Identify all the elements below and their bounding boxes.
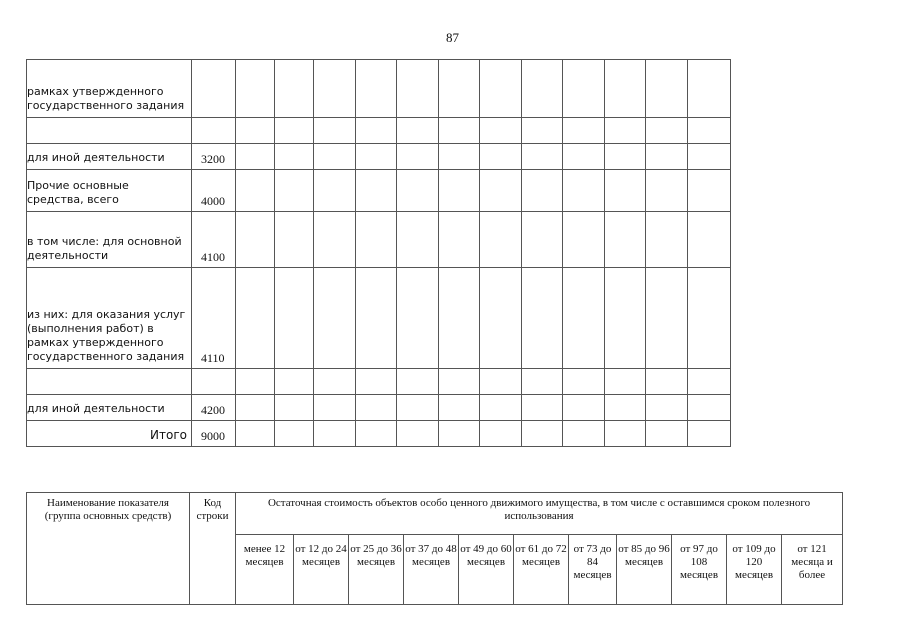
value-cell bbox=[688, 170, 731, 212]
value-cell bbox=[356, 212, 397, 268]
value-cell bbox=[275, 268, 314, 369]
value-cell bbox=[646, 144, 688, 170]
row-label bbox=[27, 369, 192, 395]
term-range-header: от 121 месяца и более bbox=[782, 535, 843, 605]
value-cell bbox=[605, 369, 646, 395]
value-cell bbox=[688, 118, 731, 144]
term-range-header: от 37 до 48 месяцев bbox=[404, 535, 459, 605]
row-label bbox=[27, 118, 192, 144]
value-cell bbox=[522, 170, 563, 212]
row-code: 9000 bbox=[192, 421, 236, 447]
value-cell bbox=[522, 144, 563, 170]
value-cell bbox=[563, 60, 605, 118]
row-code: 4000 bbox=[192, 170, 236, 212]
row-label: из них: для оказания услуг (выполнения работ) в рамках утвержденного государственного задания bbox=[27, 268, 192, 369]
row-label: для иной деятельности bbox=[27, 395, 192, 421]
value-cell bbox=[275, 369, 314, 395]
value-cell bbox=[522, 369, 563, 395]
value-cell bbox=[275, 170, 314, 212]
value-cell bbox=[275, 60, 314, 118]
value-cell bbox=[356, 144, 397, 170]
value-cell bbox=[236, 118, 275, 144]
table-row bbox=[27, 369, 731, 395]
value-cell bbox=[480, 212, 522, 268]
value-cell bbox=[236, 369, 275, 395]
row-code bbox=[192, 60, 236, 118]
value-cell bbox=[314, 421, 356, 447]
term-range-header: от 85 до 96 месяцев bbox=[617, 535, 672, 605]
value-cell bbox=[397, 369, 439, 395]
value-cell bbox=[480, 170, 522, 212]
value-cell bbox=[314, 60, 356, 118]
value-cell bbox=[688, 421, 731, 447]
term-range-header: от 49 до 60 месяцев bbox=[459, 535, 514, 605]
value-cell bbox=[563, 144, 605, 170]
value-cell bbox=[439, 212, 480, 268]
value-cell bbox=[275, 421, 314, 447]
value-cell bbox=[605, 60, 646, 118]
table-row bbox=[27, 118, 731, 144]
residual-value-table bbox=[26, 492, 843, 605]
value-cell bbox=[397, 268, 439, 369]
table-row bbox=[27, 421, 731, 447]
value-cell bbox=[236, 60, 275, 118]
value-cell bbox=[605, 395, 646, 421]
value-cell bbox=[605, 268, 646, 369]
value-cell bbox=[397, 421, 439, 447]
row-label: для иной деятельности bbox=[27, 144, 192, 170]
value-cell bbox=[522, 421, 563, 447]
value-cell bbox=[275, 144, 314, 170]
value-cell bbox=[236, 170, 275, 212]
value-cell bbox=[480, 144, 522, 170]
table-row bbox=[27, 268, 731, 369]
value-cell bbox=[646, 60, 688, 118]
value-cell bbox=[439, 60, 480, 118]
value-cell bbox=[236, 268, 275, 369]
table-row bbox=[27, 395, 731, 421]
value-cell bbox=[314, 268, 356, 369]
residual-value-group-header: Остаточная стоимость объектов особо ценного движимого имущества, в том числе с оставшимся сроком полезного использования bbox=[236, 493, 843, 535]
row-code: 4200 bbox=[192, 395, 236, 421]
value-cell bbox=[688, 369, 731, 395]
value-cell bbox=[646, 369, 688, 395]
value-cell bbox=[397, 144, 439, 170]
table-row bbox=[27, 60, 731, 118]
value-cell bbox=[480, 60, 522, 118]
value-cell bbox=[439, 144, 480, 170]
value-cell bbox=[397, 118, 439, 144]
fixed-assets-table bbox=[26, 59, 731, 447]
value-cell bbox=[356, 60, 397, 118]
value-cell bbox=[688, 395, 731, 421]
value-cell bbox=[236, 144, 275, 170]
value-cell bbox=[646, 268, 688, 369]
value-cell bbox=[688, 60, 731, 118]
term-range-header: менее 12 месяцев bbox=[236, 535, 294, 605]
value-cell bbox=[605, 421, 646, 447]
value-cell bbox=[646, 118, 688, 144]
value-cell bbox=[439, 369, 480, 395]
value-cell bbox=[397, 170, 439, 212]
value-cell bbox=[356, 369, 397, 395]
table-row bbox=[27, 144, 731, 170]
value-cell bbox=[563, 170, 605, 212]
value-cell bbox=[605, 212, 646, 268]
value-cell bbox=[236, 421, 275, 447]
value-cell bbox=[314, 144, 356, 170]
value-cell bbox=[356, 268, 397, 369]
value-cell bbox=[356, 118, 397, 144]
value-cell bbox=[397, 395, 439, 421]
value-cell bbox=[314, 369, 356, 395]
value-cell bbox=[275, 212, 314, 268]
value-cell bbox=[563, 369, 605, 395]
value-cell bbox=[646, 212, 688, 268]
value-cell bbox=[563, 395, 605, 421]
value-cell bbox=[688, 268, 731, 369]
value-cell bbox=[275, 118, 314, 144]
value-cell bbox=[314, 395, 356, 421]
value-cell bbox=[314, 212, 356, 268]
table-row bbox=[27, 170, 731, 212]
value-cell bbox=[605, 118, 646, 144]
value-cell bbox=[439, 421, 480, 447]
value-cell bbox=[236, 395, 275, 421]
value-cell bbox=[439, 118, 480, 144]
value-cell bbox=[397, 60, 439, 118]
page-number: 87 bbox=[446, 30, 459, 45]
value-cell bbox=[439, 170, 480, 212]
value-cell bbox=[646, 170, 688, 212]
row-code: 4100 bbox=[192, 212, 236, 268]
row-label: в том числе: для основной деятельности bbox=[27, 212, 192, 268]
value-cell bbox=[356, 395, 397, 421]
value-cell bbox=[522, 60, 563, 118]
value-cell bbox=[480, 395, 522, 421]
row-code bbox=[192, 118, 236, 144]
term-range-header: от 61 до 72 месяцев bbox=[514, 535, 569, 605]
value-cell bbox=[480, 421, 522, 447]
value-cell bbox=[646, 395, 688, 421]
term-range-header: от 12 до 24 месяцев bbox=[294, 535, 349, 605]
value-cell bbox=[563, 421, 605, 447]
value-cell bbox=[563, 118, 605, 144]
value-cell bbox=[236, 212, 275, 268]
row-label: Прочие основные средства, всего bbox=[27, 170, 192, 212]
term-range-header: от 73 до 84 месяцев bbox=[569, 535, 617, 605]
value-cell bbox=[314, 118, 356, 144]
term-range-header: от 25 до 36 месяцев bbox=[349, 535, 404, 605]
value-cell bbox=[563, 268, 605, 369]
value-cell bbox=[356, 421, 397, 447]
value-cell bbox=[688, 144, 731, 170]
row-code bbox=[192, 369, 236, 395]
value-cell bbox=[522, 268, 563, 369]
value-cell bbox=[356, 170, 397, 212]
value-cell bbox=[646, 421, 688, 447]
row-code-header: Код строки bbox=[190, 493, 236, 605]
row-label: рамках утвержденного государственного задания bbox=[27, 60, 192, 118]
row-code: 3200 bbox=[192, 144, 236, 170]
value-cell bbox=[522, 395, 563, 421]
value-cell bbox=[522, 212, 563, 268]
value-cell bbox=[688, 212, 731, 268]
value-cell bbox=[605, 170, 646, 212]
indicator-name-header: Наименование показателя (группа основных средств) bbox=[27, 493, 190, 605]
value-cell bbox=[480, 369, 522, 395]
term-range-header: от 109 до 120 месяцев bbox=[727, 535, 782, 605]
value-cell bbox=[397, 212, 439, 268]
value-cell bbox=[522, 118, 563, 144]
value-cell bbox=[480, 268, 522, 369]
value-cell bbox=[439, 268, 480, 369]
term-range-header: от 97 до 108 месяцев bbox=[672, 535, 727, 605]
value-cell bbox=[480, 118, 522, 144]
table-row bbox=[27, 212, 731, 268]
value-cell bbox=[314, 170, 356, 212]
value-cell bbox=[275, 395, 314, 421]
row-code: 4110 bbox=[192, 268, 236, 369]
value-cell bbox=[439, 395, 480, 421]
value-cell bbox=[605, 144, 646, 170]
row-label: Итого bbox=[27, 421, 192, 447]
value-cell bbox=[563, 212, 605, 268]
